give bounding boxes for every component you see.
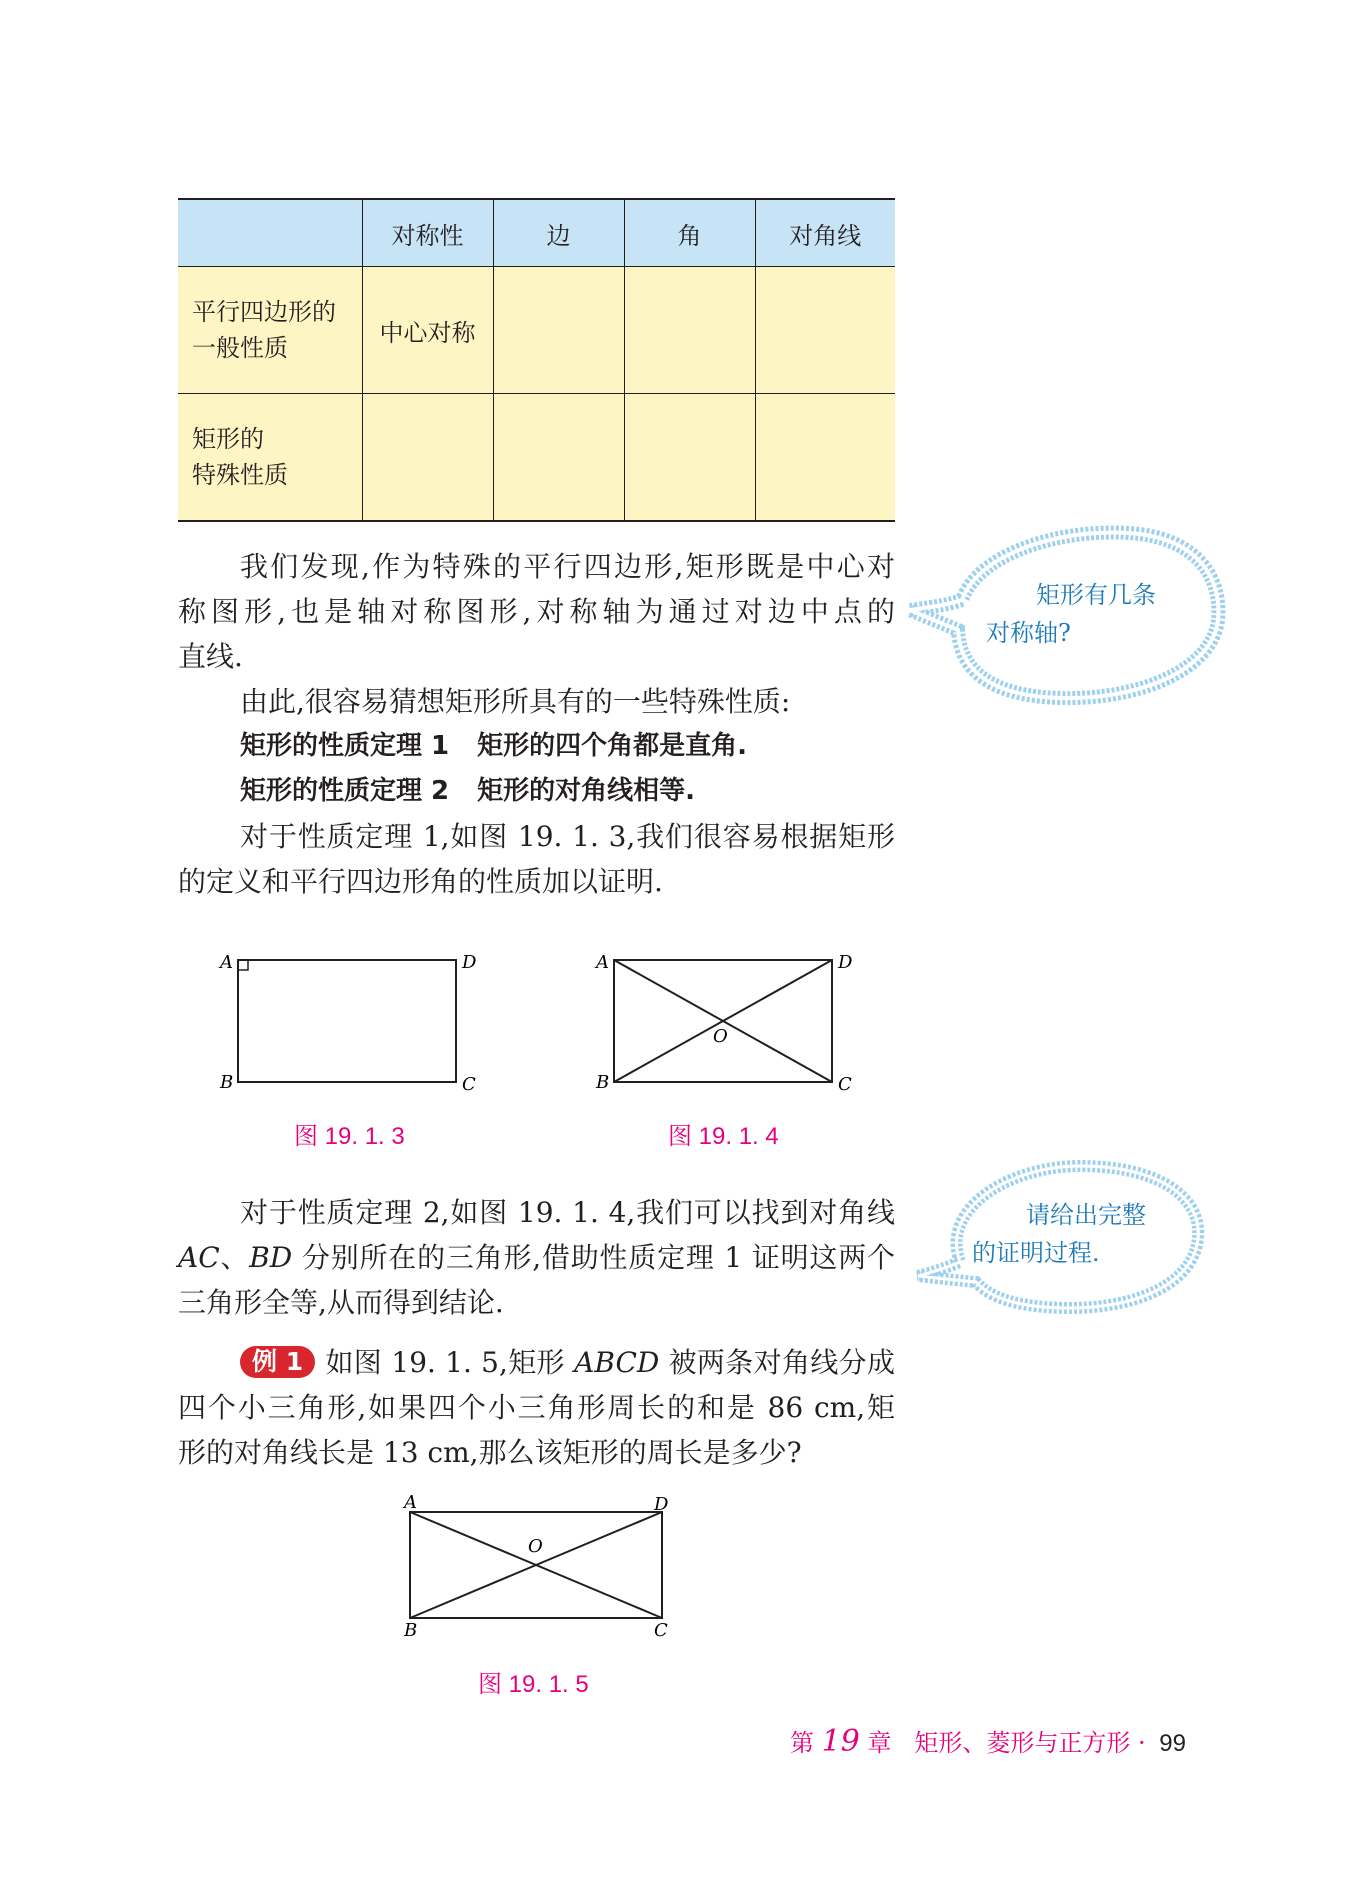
theorem-2-label: 矩形的性质定理 2 [240, 776, 450, 806]
vertex-label-b: B [404, 1620, 418, 1640]
page-number: 99 [1159, 1730, 1186, 1757]
vertex-label-a: A [404, 1492, 417, 1513]
figure-caption-19-1-5: 图 19. 1. 5 [478, 1671, 589, 1698]
table-cell [624, 394, 755, 522]
table-header-row [178, 199, 895, 267]
paragraph-theorem2-proof [178, 1190, 895, 1325]
table-header-empty [178, 199, 362, 267]
row-head-line2: 特殊性质 [192, 461, 288, 489]
table-row [178, 267, 895, 394]
row-head-line1: 平行四边形的 [192, 298, 336, 326]
vertex-label-b: B [220, 1072, 234, 1093]
vertex-label-a: A [596, 952, 609, 973]
theorem-2-text: 矩形的对角线相等. [477, 776, 696, 806]
text-run: 分别所在的三角形,借助性质定理 1 证明这两个 [292, 1241, 895, 1274]
example-1 [178, 1340, 895, 1475]
text-line: 直线. [178, 640, 243, 673]
table-row [178, 394, 895, 522]
theorem-1 [178, 724, 895, 769]
text-line: 由此,很容易猜想矩形所具有的一些特殊性质: [240, 685, 791, 718]
segment-ac: AC [178, 1241, 220, 1274]
right-angle-mark [238, 960, 248, 970]
rectangle-name: ABCD [574, 1346, 660, 1379]
text-run: 如图 19. 1. 5,矩形 [325, 1346, 575, 1379]
text-line [178, 1340, 895, 1385]
figure-19-1-3 [210, 940, 490, 1100]
table-header-side: 边 [493, 199, 624, 267]
paragraph-symmetry [178, 544, 895, 679]
row-head-rectangle [178, 394, 362, 522]
table-cell [624, 267, 755, 394]
bubble-1-line2: 对称轴? [986, 619, 1071, 647]
vertex-label-c: C [654, 1620, 668, 1640]
row-head-line2: 一般性质 [192, 334, 288, 362]
table-cell [755, 267, 895, 394]
row-head-line1: 矩形的 [192, 425, 264, 453]
text-line: 称图形,也是轴对称图形,对称轴为通过对边中点的 [178, 595, 895, 628]
vertex-label-a: A [220, 952, 233, 973]
theorem-1-label: 矩形的性质定理 1 [240, 731, 450, 761]
example-badge: 例 1 [240, 1346, 315, 1378]
vertex-label-d: D [462, 952, 477, 973]
table-cell: 中心对称 [362, 267, 493, 394]
theorem-2 [178, 769, 895, 814]
table-cell [755, 394, 895, 522]
bubble-2-line2: 的证明过程. [972, 1239, 1100, 1267]
row-head-parallelogram [178, 267, 362, 394]
chapter-suffix: 章 [867, 1729, 892, 1757]
paragraph-conjecture [178, 679, 895, 904]
property-table [178, 198, 895, 522]
table-cell [493, 394, 624, 522]
theorem-1-text: 矩形的四个角都是直角. [477, 731, 748, 761]
figure-19-1-4 [586, 940, 866, 1100]
text-line: 的定义和平行四边形角的性质加以证明. [178, 865, 663, 898]
vertex-label-c: C [838, 1074, 852, 1095]
bubble-1-line1: 矩形有几条 [1036, 581, 1156, 609]
text-line: 我们发现,作为特殊的平行四边形,矩形既是中心对 [240, 550, 895, 583]
figure-caption-19-1-3: 图 19. 1. 3 [294, 1123, 405, 1150]
center-label-o: O [713, 1026, 728, 1047]
segment-bd: BD [249, 1241, 293, 1274]
text-line [178, 1235, 895, 1280]
chapter-number: 19 [821, 1724, 860, 1759]
chapter-title: 矩形、菱形与正方形 [914, 1729, 1131, 1757]
vertex-label-c: C [462, 1074, 476, 1095]
figure-caption-19-1-4: 图 19. 1. 4 [668, 1123, 779, 1150]
chapter-prefix: 第 [790, 1729, 814, 1757]
center-label-o: O [528, 1536, 543, 1557]
table-cell [362, 394, 493, 522]
text-run: 被两条对角线分成 [659, 1346, 896, 1379]
rectangle-shape [238, 960, 456, 1082]
table-header-diagonal: 对角线 [755, 199, 895, 267]
table-header-symmetry: 对称性 [362, 199, 493, 267]
text-line: 三角形全等,从而得到结论. [178, 1286, 504, 1319]
table-cell [493, 267, 624, 394]
property-table-wrap [178, 198, 895, 522]
vertex-label-b: B [596, 1072, 610, 1093]
page-footer [790, 1723, 1186, 1759]
text-line: 形的对角线长是 13 cm,那么该矩形的周长是多少? [178, 1436, 802, 1469]
vertex-label-d: D [838, 952, 853, 973]
text-line: 对于性质定理 1,如图 19. 1. 3,我们很容易根据矩形 [240, 820, 895, 853]
table-header-angle: 角 [624, 199, 755, 267]
separator: 、 [219, 1241, 250, 1274]
text-line: 四个小三角形,如果四个小三角形周长的和是 86 cm,矩 [178, 1391, 895, 1424]
figure-19-1-5 [390, 1490, 690, 1640]
text-line: 对于性质定理 2,如图 19. 1. 4,我们可以找到对角线 [240, 1196, 895, 1229]
vertex-label-d: D [654, 1494, 669, 1515]
footer-dot: · [1138, 1729, 1146, 1757]
bubble-2-line1: 请给出完整 [1026, 1201, 1146, 1229]
